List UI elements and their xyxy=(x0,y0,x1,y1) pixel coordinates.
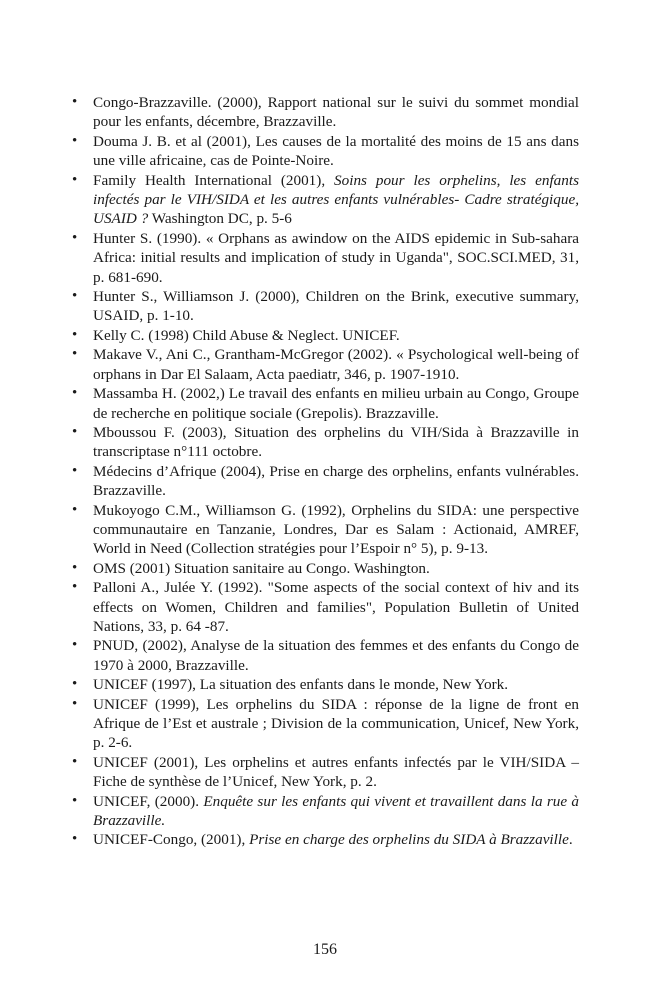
reference-item xyxy=(72,753,579,792)
reference-text: UNICEF (1999), Les orphelins du SIDA : réponse de la ligne de front en Afrique de l’Est et australe ; Division de la communication, Unicef, New York, p. 2-6. xyxy=(93,695,579,752)
reference-item xyxy=(72,462,579,501)
bullet-icon: • xyxy=(72,579,78,596)
bullet-icon: • xyxy=(72,695,78,712)
reference-text: Palloni A., Julée Y. (1992). "Some aspects of the social context of hiv and its effects on Women, Children and families", Population Bulletin of United Nations, 33, p. 64 -87. xyxy=(93,579,579,635)
bullet-icon: • xyxy=(72,94,78,110)
bullet-icon: • xyxy=(72,171,78,188)
reference-item xyxy=(72,132,579,171)
bullet-icon: • xyxy=(72,753,78,770)
reference-text: UNICEF, (2000). xyxy=(93,792,204,810)
reference-item xyxy=(72,326,579,345)
reference-text: PNUD, (2002), Analyse de la situation des femmes et des enfants du Congo de 1970 à 2000, Brazzaville. xyxy=(93,637,579,674)
reference-item xyxy=(72,287,579,326)
reference-item xyxy=(72,229,579,287)
reference-item xyxy=(72,792,579,831)
reference-text: UNICEF-Congo, (2001), xyxy=(93,831,250,849)
reference-text: Mukoyogo C.M., Williamson G. (1992), Orphelins du SIDA: une perspective communautaire en Tanzanie, Londres, Dar es Salam : Actionaid, AMREF, World in Need (Collection stratégies pour l’Espoir n° 5), p. 9-13. xyxy=(93,501,579,558)
bullet-icon: • xyxy=(72,346,78,363)
bullet-icon: • xyxy=(72,559,78,576)
bullet-icon: • xyxy=(72,637,78,654)
reference-text: Washington DC, p. 5-6 xyxy=(148,210,292,228)
reference-text: Hunter S. (1990). « Orphans as awindow on the AIDS epidemic in Sub-sahara Africa: initial results and implication of study in Uganda", SOC.SCI.MED, 31, p. 681-690. xyxy=(93,229,579,286)
reference-item xyxy=(72,501,579,559)
page-number: 156 xyxy=(313,941,337,958)
bullet-icon: • xyxy=(72,676,78,693)
reference-item xyxy=(72,559,579,578)
bullet-icon: • xyxy=(72,132,78,149)
reference-text: Massamba H. (2002,) Le travail des enfants en milieu urbain au Congo, Groupe de recherche en politique sociale (Grepolis). Brazzaville. xyxy=(93,385,579,422)
bullet-icon: • xyxy=(72,326,78,343)
reference-title-italic: Enquête sur les enfants qui vivent et travaillent dans la rue à Brazzaville. xyxy=(93,792,580,830)
bullet-icon: • xyxy=(72,831,78,848)
reference-text: UNICEF (2001), Les orphelins et autres enfants infectés par le VIH/SIDA – Fiche de synthèse de l’Unicef, New York, p. 2. xyxy=(93,753,579,791)
reference-title-italic: Prise en charge des orphelins du SIDA à Brazzaville xyxy=(249,831,569,849)
reference-text: Mboussou F. (2003), Situation des orphelins du VIH/Sida à Brazzaville in transcriptase n°111 octobre. xyxy=(93,423,579,461)
reference-text: UNICEF (1997), La situation des enfants dans le monde, New York. xyxy=(93,676,509,694)
reference-text: Kelly C. (1998) Child Abuse & Neglect. UNICEF. xyxy=(93,326,400,344)
reference-text: Douma J. B. et al (2001), Les causes de la mortalité des moins de 15 ans dans une ville africaine, cas de Pointe-Noire. xyxy=(93,132,579,170)
reference-item xyxy=(72,93,579,132)
reference-item xyxy=(72,345,579,384)
reference-item xyxy=(72,384,579,423)
reference-item xyxy=(72,675,579,694)
reference-text: Family Health International (2001), xyxy=(93,171,335,189)
reference-text: Médecins d’Afrique (2004), Prise en charge des orphelins, enfants vulnérables. Brazzaville. xyxy=(93,462,579,500)
reference-list xyxy=(72,93,579,850)
reference-text: Congo-Brazzaville. (2000), Rapport national sur le suivi du sommet mondial pour les enfants, décembre, Brazzaville. xyxy=(93,94,579,131)
reference-item xyxy=(72,423,579,462)
reference-text: Makave V., Ani C., Grantham-McGregor (2002). « Psychological well-being of orphans in Dar El Salaam, Acta paediatr, 346, p. 1907-1910. xyxy=(93,346,579,383)
bullet-icon: • xyxy=(72,423,78,440)
reference-text: . xyxy=(568,831,573,849)
reference-item xyxy=(72,695,579,753)
bullet-icon: • xyxy=(72,385,78,402)
reference-item xyxy=(72,171,579,229)
reference-item xyxy=(72,578,579,636)
reference-text: OMS (2001) Situation sanitaire au Congo. Washington. xyxy=(93,559,430,577)
bullet-icon: • xyxy=(72,229,78,246)
reference-item xyxy=(72,636,579,675)
reference-title-italic: Soins pour les orphelins, les enfants infectés par le VIH/SIDA et les autres enfants vulnérables- Cadre stratégique, USAID ? xyxy=(93,171,579,228)
bullet-icon: • xyxy=(72,501,78,518)
bullet-icon: • xyxy=(72,792,78,809)
reference-item xyxy=(72,830,579,849)
reference-text: Hunter S., Williamson J. (2000), Children on the Brink, executive summary, USAID, p. 1-10. xyxy=(93,288,579,325)
bullet-icon: • xyxy=(72,462,78,479)
bullet-icon: • xyxy=(72,288,78,305)
